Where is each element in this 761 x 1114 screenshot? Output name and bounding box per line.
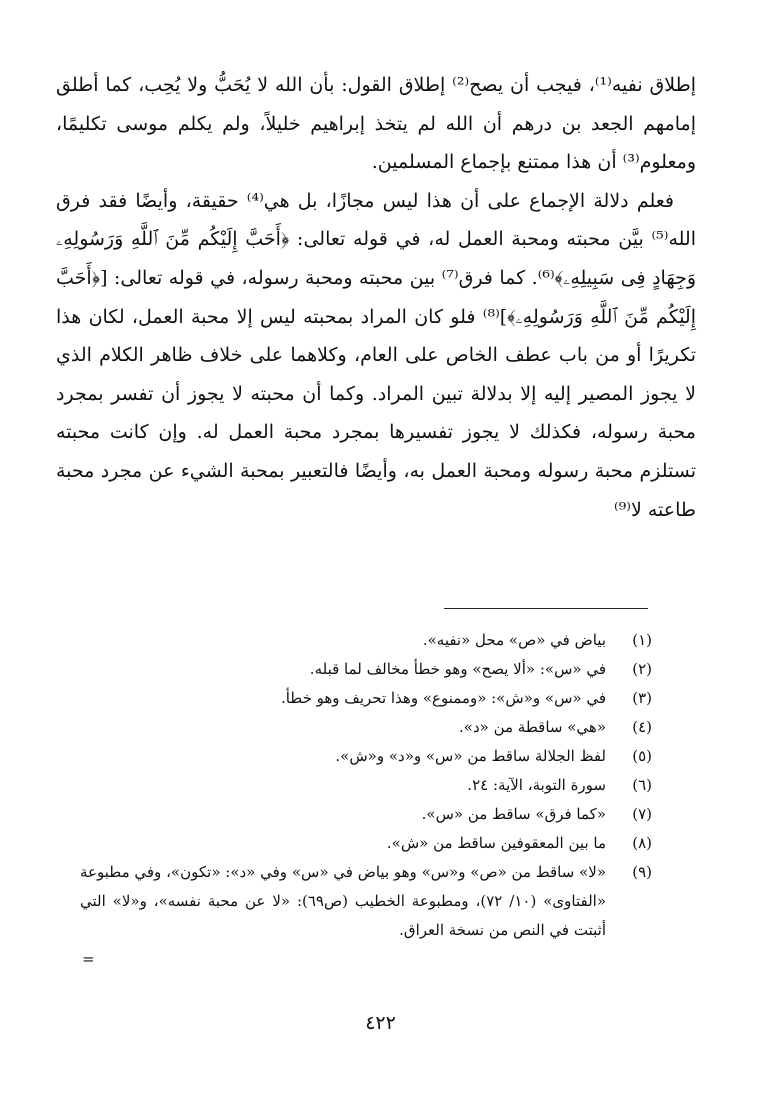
page-number: ٤٢٢ [365, 1012, 396, 1034]
footnote-number: (٩) [632, 863, 652, 881]
footnote-text: في «س»: «ألا يصح» وهو خطأ مخالف لما قبله. [309, 660, 606, 678]
paragraph: إطلاق نفيه⁽¹⁾، فيجب أن يصح⁽²⁾ إطلاق القول: بأن الله لا يُحَبُّ ولا يُحِب، كما أطلق إمامهم الجعد بن درهم أن الله لم يتخذ إبراهيم خليلاً، ولم يكلم موسى تكليمًا، ومعلوم⁽³⁾ أن هذا ممتنع بإجماع المسلمين. [56, 74, 696, 174]
continuation-mark: = [82, 950, 95, 968]
main-text [56, 66, 696, 529]
footnote-number: (١) [632, 631, 652, 649]
footnote [80, 626, 652, 655]
footnote [80, 771, 652, 800]
footnote [80, 655, 652, 684]
footnotes [80, 626, 652, 945]
footnote-number: (٧) [632, 805, 652, 823]
footnote-number: (٣) [632, 689, 652, 707]
footnote-number: (٢) [632, 660, 652, 678]
footnote-text: بياض في «ص» محل «نفيه». [422, 631, 606, 649]
footnote-separator [444, 608, 648, 609]
footnote-number: (٥) [632, 747, 652, 765]
footnote-number: (٤) [632, 718, 652, 736]
paragraph: فعلم دلالة الإجماع على أن هذا ليس مجازًا، بل هي⁽⁴⁾ حقيقة، وأيضًا فقد فرق الله⁽⁵⁾ بيَّن محبته ومحبة العمل له، في قوله تعالى: ﴿أَحَبَّ إِلَيْكُم مِّنَ ٱللَّهِ وَرَسُولِهِۦ وَجِهَادٍ فِى سَبِيلِهِۦ﴾⁽⁶⁾. كما فرق⁽⁷⁾ بين محبته ومحبة رسوله، في قوله تعالى: [﴿أَحَبَّ إِلَيْكُم مِّنَ ٱللَّهِ وَرَسُولِهِۦ﴾]⁽⁸⁾ فلو كان المراد بمحبته ليس إلا محبة العمل، لكان هذا تكريرًا أو من باب عطف الخاص على العام، وكلاهما على خلاف ظاهر الكلام الذي لا يجوز المصير إليه إلا بدلالة تبين المراد. وكما أن محبته لا يجوز أن تفسر بمجرد محبة رسوله، فكذلك لا يجوز تفسيرها بمجرد محبة العمل له. وإن كانت محبته تستلزم محبة رسوله ومحبة العمل به، وأيضًا فالتعبير بمحبة الشيء عن مجرد محبة طاعته لا⁽⁹⁾ [56, 189, 697, 521]
footnote-text: ما بين المعقوفين ساقط من «ش». [386, 834, 606, 852]
footnote-text: «هي» ساقطة من «د». [459, 718, 606, 736]
footnote [80, 713, 652, 742]
footnote-number: (٨) [632, 834, 652, 852]
footnote-text: في «س» و«ش»: «وممنوع» وهذا تحريف وهو خطأ. [280, 689, 606, 707]
footnote-number: (٦) [632, 776, 652, 794]
footnote [80, 742, 652, 771]
footnote [80, 684, 652, 713]
footnote [80, 829, 652, 858]
footnote-text: سورة التوبة، الآية: ٢٤. [467, 776, 606, 794]
footnote-text: «لا» ساقط من «ص» و«س» وهو بياض في «س» وفي «د»: «تكون»، وفي مطبوعة «الفتاوى» (١٠/ ٧٢)، ومطبوعة الخطيب (ص٦٩): «لا عن محبة نفسه»، و«لا» التي أثبتت في النص من نسخة العراق. [80, 863, 606, 939]
footnote-text: «كما فرق» ساقط من «س». [421, 805, 606, 823]
footnote-text: لفظ الجلالة ساقط من «س» و«د» و«ش». [335, 747, 606, 765]
footnote [80, 800, 652, 829]
footnote [80, 858, 652, 945]
